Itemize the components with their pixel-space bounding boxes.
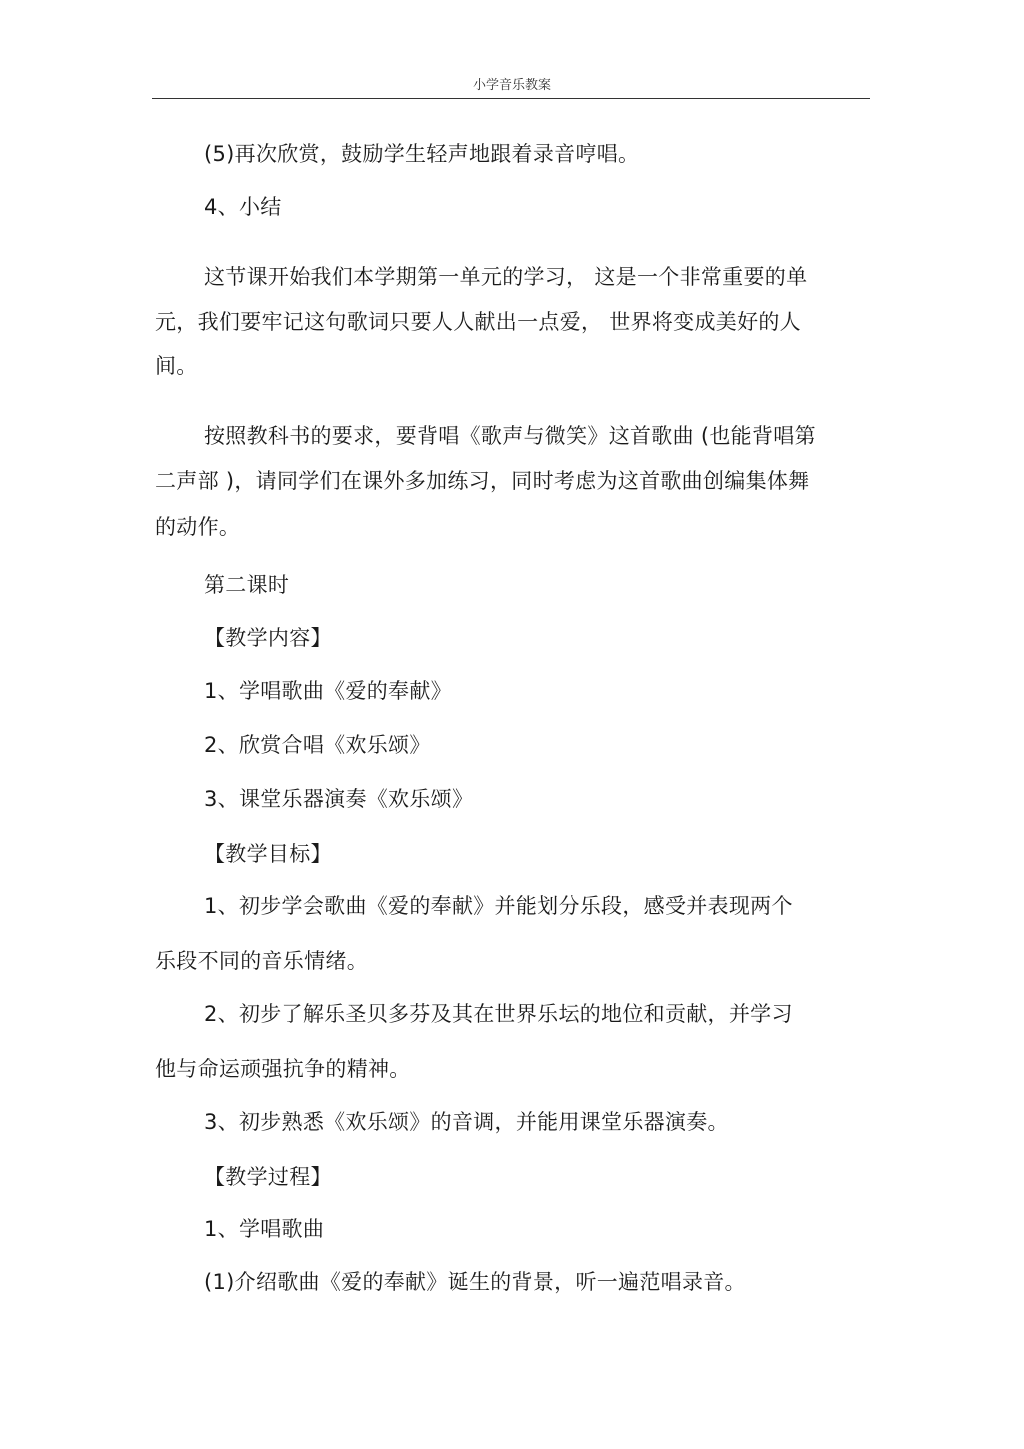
list-item: (1)介绍歌曲《爱的奉献》诞生的背景，听一遍范唱录音。 bbox=[204, 1270, 746, 1294]
text-line: (5)再次欣赏，鼓励学生轻声地跟着录音哼唱。 bbox=[204, 142, 640, 166]
list-item: 1、学唱歌曲《爱的奉献》 bbox=[204, 679, 452, 703]
section-title: 第二课时 bbox=[204, 573, 290, 597]
list-item: 2、初步了解乐圣贝多芬及其在世界乐坛的地位和贡献，并学习 bbox=[204, 1002, 793, 1026]
list-item: 2、欣赏合唱《欢乐颂》 bbox=[204, 733, 431, 757]
text-line: 4、小结 bbox=[204, 195, 282, 219]
paragraph-line: 这节课开始我们本学期第一单元的学习， 这是一个非常重要的单 bbox=[204, 265, 808, 289]
section-heading: 【教学内容】 bbox=[204, 626, 332, 650]
paragraph-line: 二声部 )，请同学们在课外多加练习，同时考虑为这首歌曲创编集体舞 bbox=[155, 469, 810, 493]
list-item: 1、初步学会歌曲《爱的奉献》并能划分乐段，感受并表现两个 bbox=[204, 894, 793, 918]
list-item-continued: 乐段不同的音乐情绪。 bbox=[155, 949, 368, 973]
paragraph-line: 的动作。 bbox=[155, 515, 241, 539]
list-item-continued: 他与命运顽强抗争的精神。 bbox=[155, 1057, 411, 1081]
list-item: 3、课堂乐器演奏《欢乐颂》 bbox=[204, 787, 474, 811]
list-item: 1、学唱歌曲 bbox=[204, 1217, 325, 1241]
paragraph-line: 间。 bbox=[155, 354, 198, 378]
section-heading: 【教学过程】 bbox=[204, 1165, 332, 1189]
header-rule bbox=[152, 98, 870, 99]
section-heading: 【教学目标】 bbox=[204, 842, 332, 866]
paragraph-line: 按照教科书的要求，要背唱《歌声与微笑》这首歌曲 (也能背唱第 bbox=[204, 424, 816, 448]
list-item: 3、初步熟悉《欢乐颂》的音调，并能用课堂乐器演奏。 bbox=[204, 1110, 729, 1134]
paragraph-line: 元，我们要牢记这句歌词只要人人献出一点爱， 世界将变成美好的人 bbox=[155, 310, 801, 334]
page-header: 小学音乐教案 bbox=[472, 78, 551, 93]
